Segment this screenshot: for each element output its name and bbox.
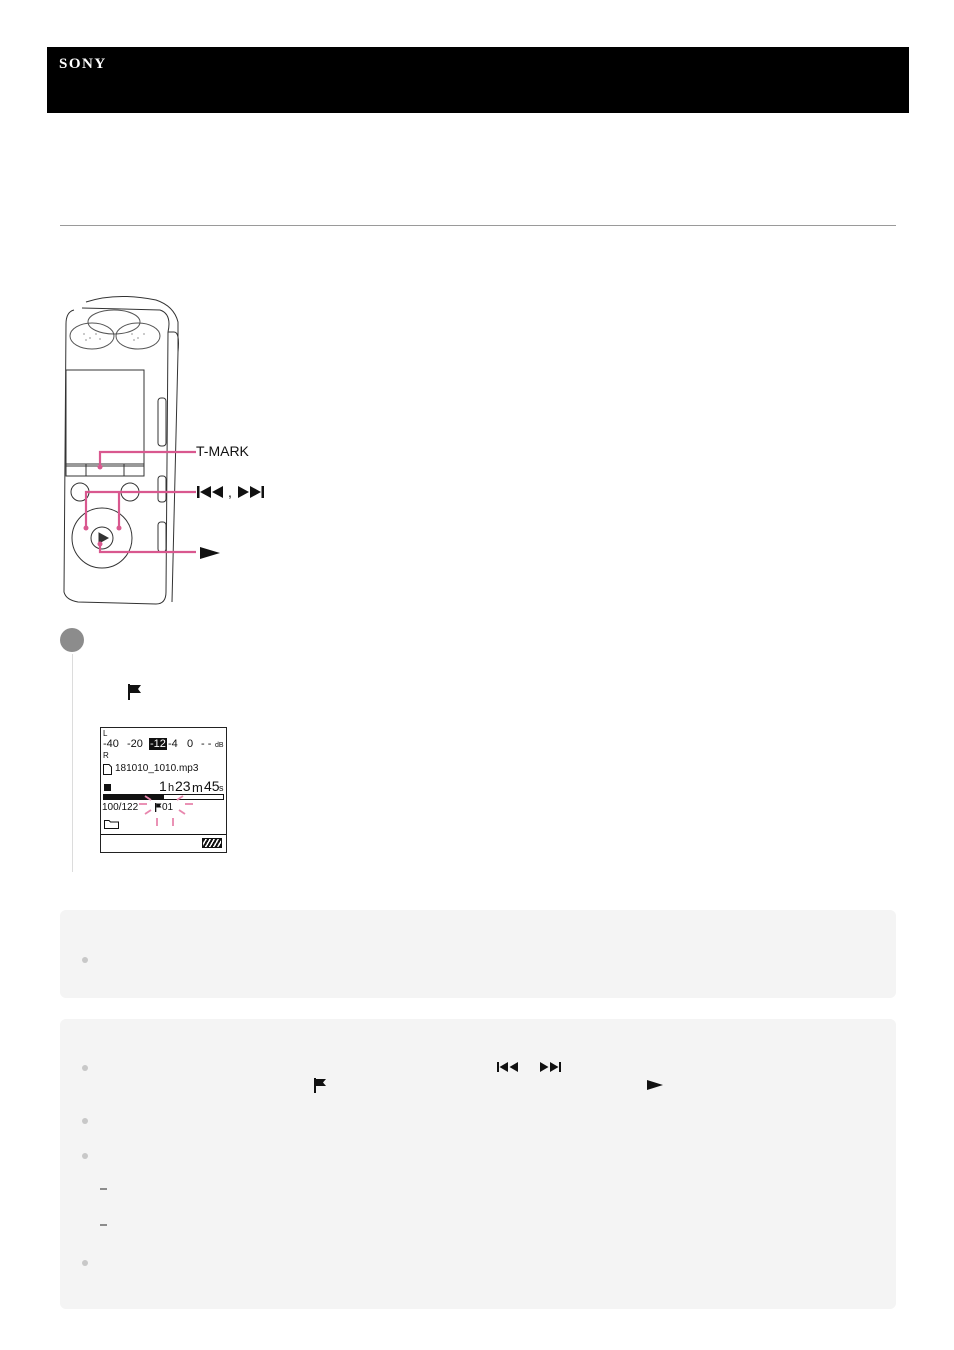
prev-track-icon [197,486,225,498]
meter-scale-4: -4 [168,738,178,750]
elapsed-s-unit: s [219,783,224,793]
hint-bullet-4 [82,1260,88,1266]
title-divider [60,225,896,226]
track-mark-number: 01 [162,802,174,813]
elapsed-h-unit: h [168,782,175,794]
next-track-icon-inline [539,1062,561,1072]
battery-icon [202,838,222,848]
step-number-badge [60,628,84,652]
meter-unit: dB [215,742,224,749]
prev-track-icon-inline [497,1062,519,1072]
elapsed-hours: 1 [159,778,167,794]
note-bullet [82,957,88,963]
meter-scale-0: 0 [187,738,194,750]
meter-scale-20: -20 [127,738,143,750]
hint-subitem-dash-1 [100,1188,107,1190]
step-connector-line [72,654,73,872]
tmark-callout-label: T-MARK [196,443,249,459]
note-box [60,910,896,998]
hint-bullet-1 [82,1065,88,1071]
elapsed-seconds: 45 [204,778,220,794]
display-bottom-rule [101,834,226,835]
next-track-icon [236,486,264,498]
meter-right-label: R [103,751,109,760]
skip-separator: , [228,484,232,500]
play-icon [200,547,220,559]
recorder-display [100,727,227,853]
hint-subitem-dash-2 [100,1224,107,1226]
file-count: 100/122 [102,802,139,813]
meter-scale-12: -12 [150,738,166,750]
meter-left-label: L [103,729,108,738]
stop-icon [104,784,111,791]
flag-icon [128,684,142,700]
hint-box [60,1019,896,1309]
folder-icon [104,819,119,829]
flag-icon-inline [314,1078,327,1093]
hint-bullet-3 [82,1153,88,1159]
elapsed-m-unit: m [192,780,203,795]
sony-logo: SONY [59,56,107,72]
blink-indicator [137,786,193,830]
meter-scale-dash: - - [201,738,212,750]
header-bar [47,47,909,113]
file-name: 181010_1010.mp3 [115,763,199,774]
meter-scale-40: -40 [103,738,119,750]
play-icon-inline [647,1080,663,1090]
device-illustration [56,292,286,610]
hint-bullet-2 [82,1118,88,1124]
file-icon [103,764,112,775]
elapsed-minutes: 23 [175,778,191,794]
